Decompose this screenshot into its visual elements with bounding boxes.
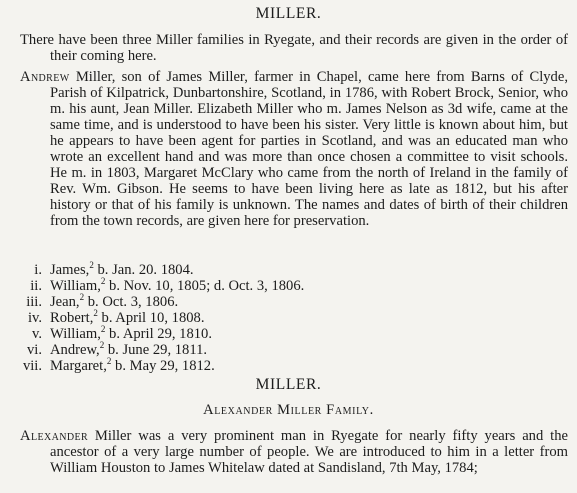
- family-subheading: Alexander Miller Family.: [203, 402, 374, 418]
- generation-superscript: 2: [93, 308, 98, 319]
- child-entry: [12, 326, 304, 342]
- generation-superscript: 2: [100, 276, 106, 287]
- child-name: Robert,: [50, 310, 94, 326]
- child-dates: b. June 29, 1811.: [104, 342, 208, 358]
- andrew-text: Miller, son of James Miller, farmer in Chapel, came here from Barns of Clyde, Parish of Kilpatrick, Dunbartonshire, Scotland, in 1786, with Robert Brock, Senior, who m. his aunt, Jean Miller. Elizabeth Miller who m. James Nelson as 3d wife, came at the same time, and is understood to have been his sister. Very little is known about him, but he appears to have been agent for parties in Scotland, and was an educated man who wrote an excellent hand and was more than once chosen a committee to visit schools. He m. in 1803, Margaret McClary who came from the north of Ireland in the family of Rev. Wm. Gibson. He seems to have been living here as late as 1812, but his after history or that of his family is unknown. The names and dates of birth of their children from the town records, are given here for preservation.: [50, 69, 568, 229]
- generation-superscript: 2: [99, 340, 105, 351]
- child-name: Margaret,: [50, 358, 107, 374]
- child-entry: [12, 310, 304, 326]
- generation-superscript: 2: [100, 324, 106, 335]
- child-numeral: ii.: [30, 278, 42, 294]
- child-text: [50, 326, 212, 342]
- child-dates: b. Nov. 10, 1805; d. Oct. 3, 1806.: [105, 278, 305, 294]
- generation-superscript: 2: [79, 292, 85, 303]
- child-name: Andrew,: [50, 342, 100, 358]
- child-text: [50, 358, 215, 374]
- child-numeral: vi.: [27, 342, 42, 358]
- child-entry: [12, 294, 304, 310]
- child-numeral: v.: [32, 326, 42, 342]
- alexander-miller-paragraph: [20, 428, 568, 476]
- child-entry: [12, 262, 304, 278]
- alexander-text: Miller was a very prominent man in Ryegate for nearly fifty years and the ancestor of a very large number of people. We are introduced to him in a letter from William Houston to James Whitelaw dated at Sandisland, 7th May, 1784;: [50, 428, 568, 476]
- child-numeral: i.: [34, 262, 42, 278]
- child-name: Jean,: [50, 294, 80, 310]
- child-numeral: iii.: [26, 294, 42, 310]
- child-name: William,: [50, 278, 101, 294]
- child-numeral: iv.: [27, 310, 42, 326]
- child-text: [50, 342, 207, 358]
- intro-paragraph: There have been three Miller families in Ryegate, and their records are given in the order of their coming here.: [20, 32, 568, 64]
- generation-superscript: 2: [106, 356, 112, 367]
- alexander-name: Alexander: [20, 428, 89, 444]
- child-name: William,: [50, 326, 101, 342]
- child-name: James,: [50, 262, 90, 278]
- child-text: [50, 294, 178, 310]
- child-dates: b. Jan. 20. 1804.: [93, 262, 194, 278]
- child-text: [50, 262, 194, 278]
- generation-superscript: 2: [89, 260, 94, 271]
- child-numeral: vii.: [22, 358, 42, 374]
- child-dates: b. May 29, 1812.: [111, 358, 215, 374]
- child-dates: b. Oct. 3, 1806.: [84, 294, 179, 310]
- child-dates: b. April 10, 1808.: [97, 310, 205, 326]
- child-entry: [12, 278, 304, 294]
- child-text: [50, 278, 304, 294]
- children-list: [12, 262, 304, 374]
- section-heading-miller-2: MILLER.: [255, 376, 322, 393]
- child-text: [50, 310, 205, 326]
- andrew-miller-paragraph: [20, 69, 568, 229]
- child-entry: [12, 342, 304, 358]
- child-dates: b. April 29, 1810.: [105, 326, 213, 342]
- section-heading-miller: MILLER.: [255, 5, 322, 22]
- child-entry: [12, 358, 304, 374]
- andrew-name: Andrew: [20, 69, 70, 85]
